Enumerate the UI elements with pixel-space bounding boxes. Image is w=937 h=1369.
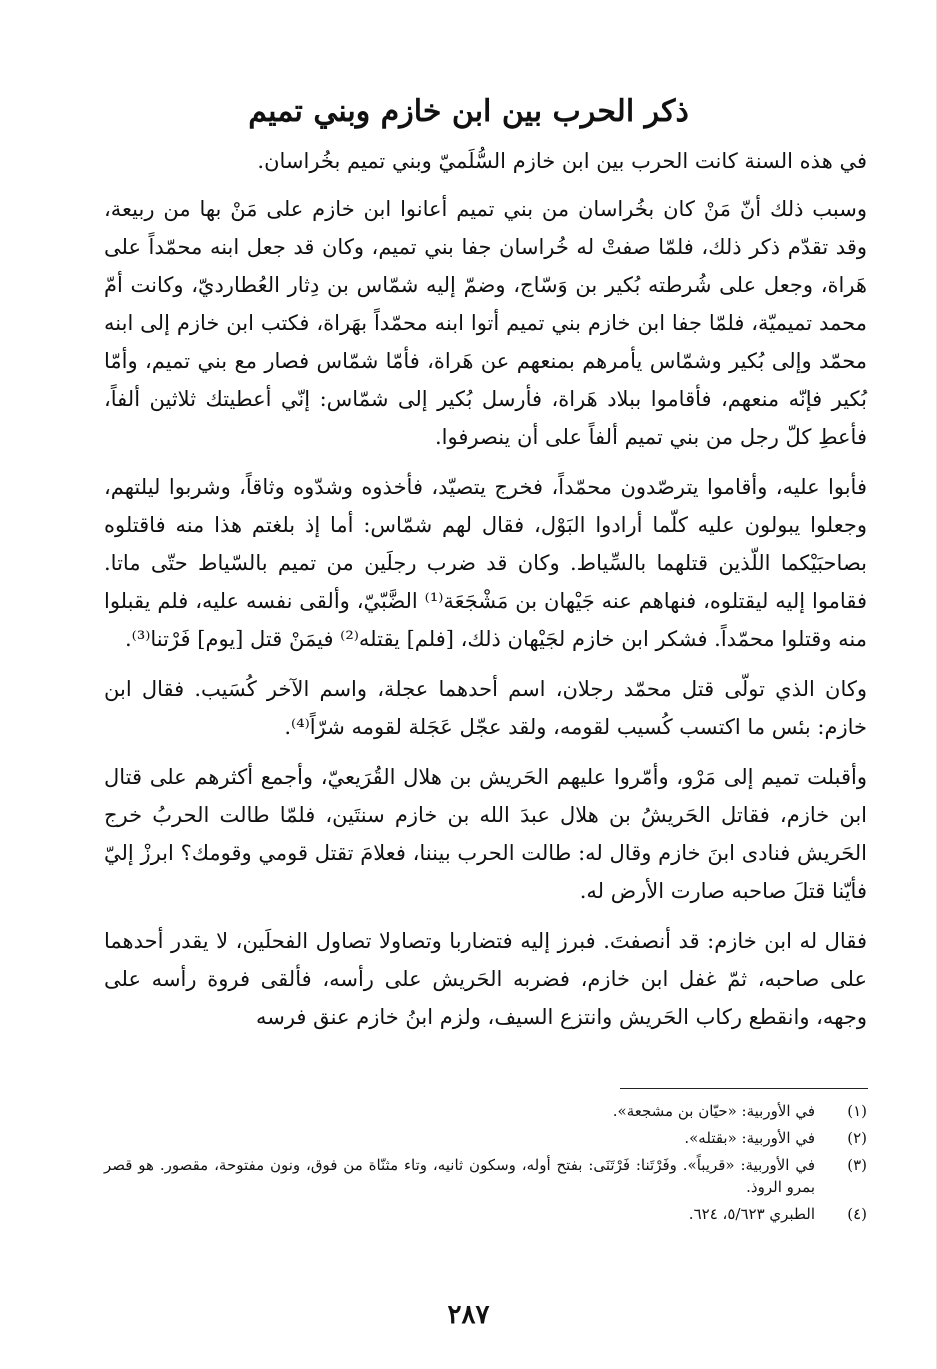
paragraph-2: وسبب ذلك أنّ مَنْ كان بخُراسان من بني تميم أعانوا ابن خازم على مَنْ بها من ربيعة، وقد تقدّم ذكر ذلك، فلمّا صفتْ له خُراسان جفا بني تميم، وكان قد جعل ابنه محمّداً على هَراة، وجعل على شُرطته بُكير بن وَسّاج، وضمّ إليه شمّاس بن دِثار العُطارديّ، وكانت أمّ محمد تميميّة، فلمّا جفا ابن خازم بني تميم أتوا ابنه محمّداً بهَراة، فكتب ابن خازم إلى ابنه محمّد وإلى بُكير وشمّاس يأمرهم بمنعهم عن هَراة، فأمّا شمّاس فصار مع بني تميم، وأمّا بُكير فإنّه منعهم، فأقاموا ببلاد هَراة، فأرسل بُكير إلى شمّاس: إنّي أعطيتك ثلاثين ألفاً، فأعطِ كلّ رجل من بني تميم ألفاً على أن ينصرفوا.	[104, 197, 867, 449]
footnote-4	[104, 1203, 867, 1225]
footnote-3	[104, 1154, 867, 1198]
page-number: ٢٨٧	[447, 1300, 490, 1330]
footnote-1	[104, 1100, 867, 1122]
paragraph-3: فأبوا عليه، وأقاموا يترصّدون محمّداً، فخرج يتصيّد، فأخذوه وشدّوه وثاقاً، وشربوا ليلتهم، وجعلوا يبولون عليه كلّما أرادوا البَوْل، فقال لهم شمّاس: أما إذ بلغتم هذا منه فاقتلوه بصاحبَيْكما اللّذين قتلهما بالسِّياط. وكان قد ضرب رجلَين من تميم بالسّياط حتّى ماتا. فقاموا إليه ليقتلوه، فنهاهم عنه جَيْهان بن مَشْجَعَة⁽¹⁾ الضَّبّيّ، وألقى نفسه عليه، فلم يقبلوا منه وقتلوا محمّداً. فشكر ابن خازم لجَيْهان ذلك، [فلم] يقتله⁽²⁾ فيمَنْ قتل [يوم] فَرْتنا⁽³⁾.	[104, 475, 867, 651]
footnote-text: في الأوربية: «قريباً». وفَرْتَنا: فَرْتَنَى: بفتح أوله، وسكون ثانيه، وتاء مثنّاة من فوق، ونون مفتوحة، مقصور. هو قصر بمرو الروذ.	[104, 1156, 815, 1196]
paragraph-6: فقال له ابن خازم: قد أنصفتَ. فبرز إليه فتضاربا وتصاولا تصاول الفحلَين، لا يقدر أحدهما على صاحبه، ثمّ غفل ابن خازم، فضربه الحَريش على رأسه، فألقى فروة رأسه على وجهه، وانقطع ركاب الحَريش وانتزع السيف، ولزم ابنُ خازم عنق فرسه	[104, 929, 867, 1029]
paragraph-5: وأقبلت تميم إلى مَرْو، وأمّروا عليهم الحَريش بن هلال القُرَيعيّ، وأجمع أكثرهم على قتال ابن خازم، فقاتل الحَريشُ بن هلال عبدَ الله بن خازم سنتَين، فلمّا طالت الحربُ خرج الحَريش فنادى ابنَ خازم وقال له: طالت الحرب بيننا، فعلامَ تقتل قومي وقومك؟ ابرزْ إليّ فأيّنا قتلَ صاحبه صارت الأرض له.	[104, 765, 867, 903]
footnote-number: (١)	[847, 1102, 867, 1120]
footnotes	[104, 1100, 867, 1230]
footnote-number: (٢)	[847, 1129, 867, 1147]
footnote-number: (٤)	[847, 1205, 867, 1223]
footnote-2	[104, 1127, 867, 1149]
main-text	[104, 142, 867, 1048]
footnote-separator	[620, 1088, 868, 1089]
chapter-title: ذكر الحرب بين ابن خازم وبني تميم	[248, 94, 689, 129]
footnote-text: الطبري ٥/٦٢٣، ٦٢٤.	[688, 1205, 815, 1223]
footnote-text: في الأوربية: «بقتله».	[684, 1129, 815, 1147]
paragraph-1: في هذه السنة كانت الحرب بين ابن خازم السُّلَميّ وبني تميم بخُراسان.	[257, 149, 867, 173]
footnote-text: في الأوربية: «حيّان بن مشجعة».	[612, 1102, 815, 1120]
footnote-number: (٣)	[847, 1156, 867, 1174]
paragraph-4: وكان الذي تولّى قتل محمّد رجلان، اسم أحدهما عجلة، واسم الآخر كُسَيب. فقال ابن خازم: بئس ما اكتسب كُسيب لقومه، ولقد عجّل عَجَلة لقومه شرّاً⁽⁴⁾.	[104, 677, 867, 739]
